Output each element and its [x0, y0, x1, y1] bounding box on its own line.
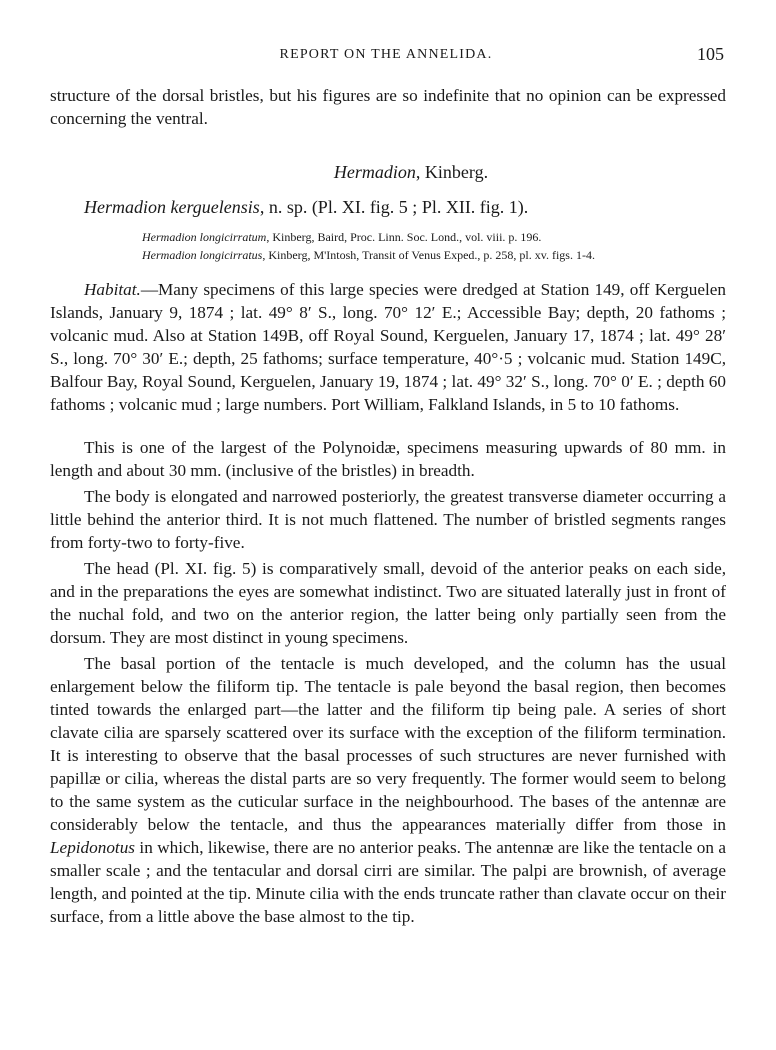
body-paragraph-tentacle	[50, 652, 726, 928]
species-rest: , n. sp. (Pl. XI. fig. 5 ; Pl. XII. fig. 1).	[259, 197, 529, 217]
genus-authority: , Kinberg.	[415, 162, 489, 182]
running-title: REPORT ON THE ANNELIDA.	[279, 47, 493, 62]
intro-paragraph: structure of the dorsal bristles, but his figures are so indefinite that no opinion can be expressed concerning the ventral.	[50, 86, 726, 128]
page-number: 105	[697, 44, 724, 64]
synonym-entry	[142, 246, 726, 264]
synonym-entry	[142, 228, 726, 246]
genus-name: Hermadion	[333, 162, 416, 182]
synonym-citation: , Kinberg, M'Intosh, Transit of Venus Exped., p. 258, pl. xv. figs. 1-4.	[262, 248, 595, 262]
page-body	[50, 84, 726, 928]
synonymy-list	[142, 228, 726, 264]
tentacle-text-after: in which, likewise, there are no anterior peaks. The antennæ are like the tentacle on a smaller scale ; and the tentacular and dorsal cirri are similar. The palpi are brownish, of average length, and pointed at the tip. Minute cilia with the ends truncate rather than clavate occur on their surface, from a little above the base almost to the tip.	[50, 838, 726, 926]
genus-heading	[50, 162, 726, 183]
species-heading	[84, 197, 726, 218]
habitat-paragraph	[50, 278, 726, 416]
body-paragraph-body-shape: The body is elongated and narrowed posteriorly, the greatest transverse diameter occurring a little behind the anterior third. It is not much flattened. The number of bristled segments ranges from forty-two to forty-five.	[50, 487, 726, 552]
genus-reference: Lepidonotus	[50, 838, 135, 857]
tentacle-text-before: The basal portion of the tentacle is much developed, and the column has the usual enlargement below the filiform tip. The tentacle is pale beyond the basal region, then becomes tinted towards the enlarged part—the latter and the filiform tip being pale. A series of short clavate cilia are sparsely scattered over its surface with the exception of the filiform termination. It is interesting to observe that the basal processes of such structures are never furnished with papillæ or cilia, whereas the distal parts are so very frequently. The former would seem to belong to the same system as the cuticular surface in the neighbourhood. The bases of the antennæ are considerably below the tentacle, and thus the appearances materially differ from those in	[50, 654, 726, 834]
synonym-name: Hermadion longicirratum	[142, 230, 267, 244]
habitat-text: —Many specimens of this large species were dredged at Station 149, off Kerguelen Islands, January 9, 1874 ; lat. 49° 8′ S., long. 70° 12′ E.; Accessible Bay; depth, 20 fathoms ; volcanic mud. Also at Station 149B, off Royal Sound, Kerguelen, January 17, 1874 ; lat. 49° 28′ S., long. 70° 30′ E.; depth, 25 fathoms; surface temperature, 40°·5 ; volcanic mud. Station 149C, Balfour Bay, Royal Sound, Kerguelen, January 19, 1874 ; lat. 49° 32′ S., long. 70° 0′ E. ; depth 60 fathoms ; volcanic mud ; large numbers. Port William, Falkland Islands, in 5 to 10 fathoms.	[50, 280, 726, 414]
habitat-label: Habitat.	[84, 280, 141, 299]
synonym-name: Hermadion longicirratus	[142, 248, 263, 262]
page-header	[48, 44, 724, 68]
synonym-citation: , Kinberg, Baird, Proc. Linn. Soc. Lond., vol. viii. p. 196.	[266, 230, 542, 244]
species-name: Hermadion kerguelensis	[84, 197, 260, 217]
body-paragraph-size: This is one of the largest of the Polynoidæ, specimens measuring upwards of 80 mm. in length and about 30 mm. (inclusive of the bristles) in breadth.	[50, 438, 726, 480]
body-paragraph-head: The head (Pl. XI. fig. 5) is comparatively small, devoid of the anterior peaks on each side, and in the preparations the eyes are somewhat indistinct. Two are situated laterally just in front of the nuchal fold, and two on the anterior region, the latter being only partially seen from the dorsum. They are most distinct in young specimens.	[50, 559, 726, 647]
